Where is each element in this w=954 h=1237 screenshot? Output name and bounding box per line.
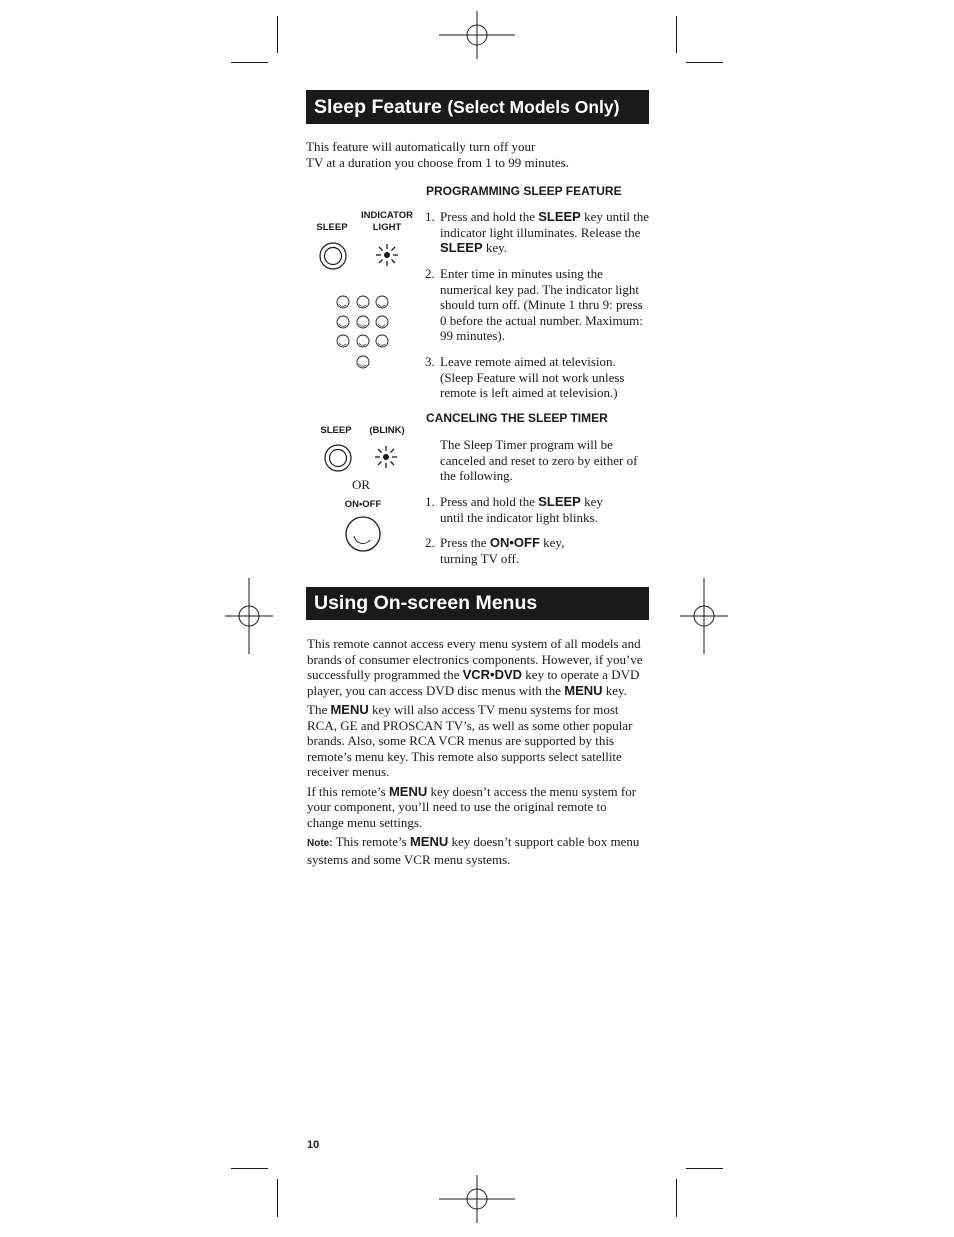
sleep-key-label: SLEEP bbox=[316, 222, 348, 233]
para-text: The bbox=[307, 702, 331, 717]
sleep-key-icon bbox=[318, 241, 348, 271]
sleep-intro bbox=[306, 139, 646, 170]
crop-mark bbox=[277, 16, 278, 53]
intro-line: TV at a duration you choose from 1 to 99 minutes. bbox=[306, 154, 569, 170]
indicator-label-line: INDICATOR bbox=[361, 210, 413, 221]
step-number: 2. bbox=[425, 266, 435, 281]
indicator-blink-icon bbox=[373, 444, 399, 470]
crop-mark bbox=[231, 62, 268, 63]
crop-mark bbox=[686, 1168, 723, 1169]
para-text: key will also access TV menu systems for most RCA, GE and PROSCAN TV’s, as well as some other popular brands. Also, some RCA VCR menus are supported by this remote’s menu key. This remote also supports select satellite receiver menus. bbox=[307, 702, 633, 779]
key-name: SLEEP bbox=[538, 209, 581, 224]
indicator-label-line: LIGHT bbox=[372, 222, 402, 233]
step-3-text: Leave remote aimed at television. (Sleep Feature will not work unless remote is left aimed at television.) bbox=[440, 354, 625, 400]
step-text: key until the indicator light blinks. bbox=[440, 494, 603, 525]
power-key-icon bbox=[344, 515, 382, 553]
canceling-heading: CANCELING THE SLEEP TIMER bbox=[426, 411, 608, 425]
menus-paragraph-3 bbox=[307, 784, 645, 831]
keypad-icon bbox=[334, 292, 394, 372]
sleep-key-label: SLEEP bbox=[320, 425, 352, 436]
para-text: key. bbox=[602, 682, 627, 698]
intro-line: This feature will automatically turn off your bbox=[306, 139, 536, 154]
step-text: Press and hold the bbox=[440, 494, 539, 509]
indicator-light-label bbox=[355, 210, 419, 234]
step-text: Press and hold the bbox=[440, 209, 539, 224]
page-number: 10 bbox=[307, 1139, 320, 1151]
key-name: SLEEP bbox=[440, 240, 483, 255]
step-text: key until the indicator light illuminates. Release the bbox=[440, 209, 650, 240]
para-text: This remote cannot access every menu system of all models and brands of consumer electronics components. However, if you’ve successfully programmed the bbox=[307, 636, 643, 682]
crop-mark bbox=[277, 1179, 278, 1217]
key-name: VCR•DVD bbox=[462, 667, 523, 682]
sleep-key-icon bbox=[323, 443, 353, 473]
step-1-text bbox=[440, 209, 650, 256]
cancel-step-1-text bbox=[440, 494, 620, 525]
menus-paragraph-2 bbox=[307, 702, 645, 780]
step-2-text: Enter time in minutes using the numerical key pad. The indicator light should turn off. (Minute 1 thru 9: press 0 before the actual number. Maximum: 99 minutes). bbox=[440, 266, 643, 343]
cancel-step-number: 2. bbox=[425, 535, 435, 550]
para-text: key doesn’t support cable box menu systems and some VCR menu systems. bbox=[307, 834, 640, 867]
heading-main: Sleep Feature bbox=[314, 96, 442, 118]
key-name: SLEEP bbox=[538, 494, 581, 509]
registration-mark bbox=[211, 578, 287, 654]
registration-mark bbox=[439, 1161, 515, 1237]
crop-mark bbox=[676, 1179, 677, 1217]
step-text: key. bbox=[482, 240, 508, 255]
key-name: MENU bbox=[409, 834, 449, 849]
on-screen-menus-heading: Using On-screen Menus bbox=[306, 587, 649, 620]
step-text: key, turning TV off. bbox=[440, 535, 565, 566]
cancel-step-number: 1. bbox=[425, 494, 435, 509]
sleep-feature-heading bbox=[306, 90, 649, 124]
heading-sub: (Select Models Only) bbox=[447, 97, 620, 117]
key-name: MENU bbox=[388, 783, 428, 799]
note-label: Note: bbox=[307, 838, 333, 849]
onoff-key-label: ON•OFF bbox=[344, 499, 382, 510]
menus-body bbox=[307, 636, 645, 867]
crop-mark bbox=[231, 1168, 268, 1169]
registration-mark bbox=[666, 578, 742, 654]
programming-heading: PROGRAMMING SLEEP FEATURE bbox=[426, 184, 622, 198]
menus-note bbox=[307, 834, 645, 867]
indicator-light-icon bbox=[374, 242, 400, 268]
registration-mark bbox=[439, 0, 515, 73]
cancel-step-2-text bbox=[440, 535, 580, 566]
step-number: 3. bbox=[425, 354, 435, 369]
key-name: MENU bbox=[564, 682, 603, 698]
crop-mark bbox=[676, 16, 677, 53]
key-name: ON•OFF bbox=[489, 535, 540, 550]
blink-label: (BLINK) bbox=[369, 425, 405, 436]
para-text: key to operate a DVD player, you can access DVD disc menus with the bbox=[307, 667, 640, 698]
para-text: key doesn’t access the menu system for your component, you’ll need to use the original remote to change menu settings. bbox=[307, 783, 637, 830]
key-name: MENU bbox=[330, 702, 369, 717]
para-text: This remote’s bbox=[332, 834, 410, 849]
step-number: 1. bbox=[425, 209, 435, 224]
para-text: If this remote’s bbox=[307, 783, 389, 799]
canceling-intro: The Sleep Timer program will be canceled and reset to zero by either of the following. bbox=[440, 437, 638, 483]
step-text: Press the bbox=[440, 535, 490, 550]
or-label: OR bbox=[352, 477, 371, 492]
crop-mark bbox=[686, 62, 723, 63]
menus-paragraph-1 bbox=[307, 636, 645, 698]
